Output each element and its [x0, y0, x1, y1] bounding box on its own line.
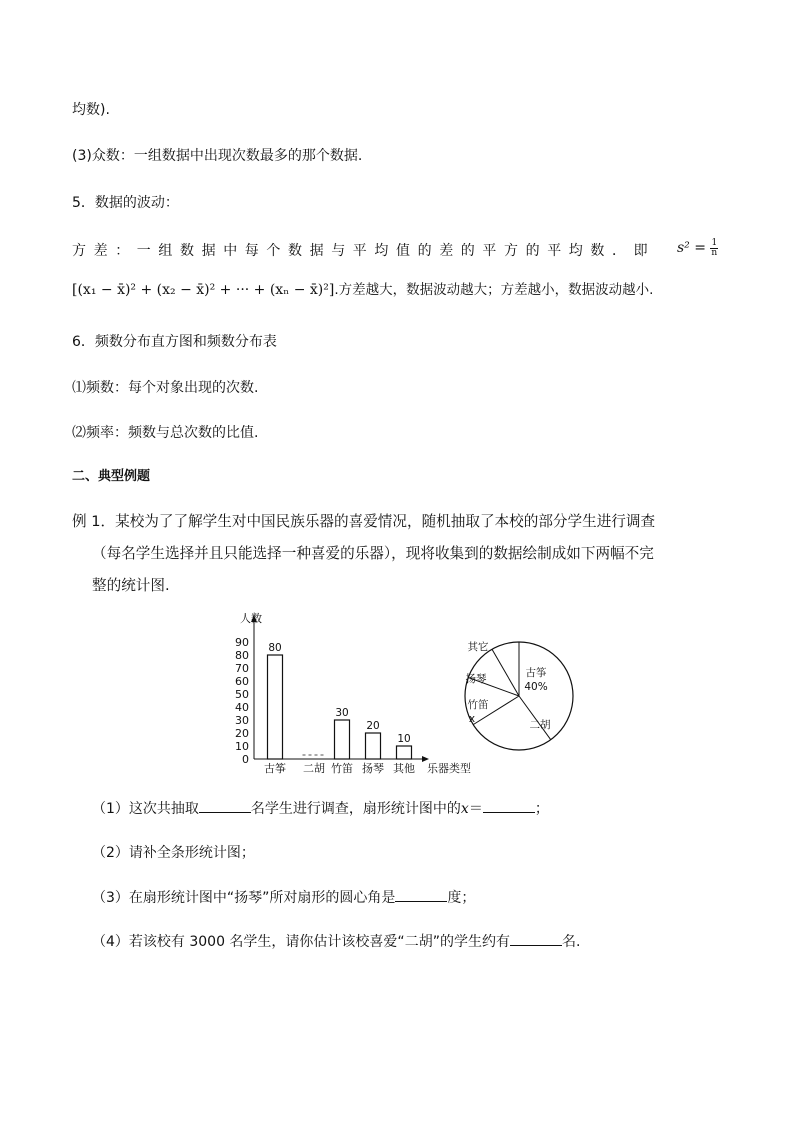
y-tick-label: 0: [242, 753, 249, 766]
x-tick-label: 古筝: [264, 762, 286, 775]
text-line-mode: (3)众数：一组数据中出现次数最多的那个数据.: [72, 148, 363, 164]
variance-definition: [72, 241, 655, 261]
q4-blank-count[interactable]: [510, 931, 562, 946]
text-frequency: ⑴频数：每个对象出现的次数.: [72, 380, 259, 396]
variance-text: 方差：一组数据中每个数据与平均值的差的平方的平均数．即: [72, 243, 656, 259]
bar-data-label: 80: [268, 642, 282, 654]
y-tick-label: 80: [235, 649, 249, 662]
q1-middle: 名学生进行调查，扇形统计图中的: [250, 801, 461, 817]
text-line-1: 均数).: [72, 102, 110, 118]
q3-prefix: （3）在扇形统计图中“扬琴”所对扇形的圆心角是: [92, 890, 396, 906]
question-3: [92, 887, 475, 908]
x-axis-label: 乐器类型: [427, 762, 471, 775]
q3-blank-angle[interactable]: [395, 887, 447, 902]
y-tick-label: 10: [235, 740, 249, 753]
q1-blank-x[interactable]: [483, 798, 535, 813]
pie-slice-value: x: [468, 713, 476, 725]
q3-suffix: 度；: [447, 890, 476, 906]
section-heading: 二、典型例题: [72, 469, 151, 484]
heading-frequency: 6．频数分布直方图和频数分布表: [72, 334, 277, 350]
pie-slice-label: 竹笛: [467, 699, 489, 711]
s-squared: s² =: [677, 240, 706, 256]
example-1-line-3: 整的统计图.: [92, 577, 170, 594]
fraction-numerator: 1: [711, 237, 718, 248]
variance-formula: [(x₁ − x̄)² + (x₂ − x̄)² + ··· + (xₙ − x̄)²]: [72, 282, 335, 298]
bar: [268, 655, 283, 759]
x-tick-label: 竹笛: [331, 762, 353, 775]
variance-remark: .方差越大，数据波动越大；方差越小，数据波动越小.: [334, 282, 654, 298]
q1-suffix: ；: [534, 801, 549, 817]
bar: [335, 720, 350, 759]
pie-slice-label: 其它: [467, 641, 489, 653]
q1-prefix: （1）这次共抽取: [92, 801, 199, 817]
y-tick-label: 90: [235, 636, 249, 649]
example-1-line-2: （每名学生选择并且只能选择一种喜爱的乐器），现将收集到的数据绘制成如下两幅不完: [92, 545, 654, 562]
example-1-line-1: 例 1．某校为了了解学生对中国民族乐器的喜爱情况，随机抽取了本校的部分学生进行调查: [72, 513, 656, 530]
bar-data-label: 10: [397, 733, 411, 745]
pie-slice-label: 二胡: [529, 719, 551, 731]
y-tick-label: 60: [235, 675, 249, 688]
y-tick-label: 30: [235, 714, 249, 727]
bar-chart: [226, 608, 478, 778]
one-over-n-fraction: [710, 239, 718, 258]
variance-formula-line: [72, 280, 653, 300]
q4-suffix: 名.: [561, 934, 581, 950]
heading-data-fluctuation: 5．数据的波动：: [72, 195, 179, 211]
x-tick-label: 其他: [393, 762, 415, 775]
text-relative-frequency: ⑵频率：频数与总次数的比值.: [72, 425, 259, 441]
q1-equals: ＝: [468, 801, 483, 817]
question-2: （2）请补全条形统计图；: [92, 845, 255, 861]
pie-slice-value: 40%: [524, 681, 548, 693]
pie-slice-label: 扬琴: [465, 673, 487, 685]
variance-symbol: [677, 238, 718, 258]
x-tick-label: 扬琴: [362, 762, 384, 775]
y-tick-label: 20: [235, 727, 249, 740]
q1-variable: x: [460, 801, 469, 817]
x-tick-label: 二胡: [303, 762, 325, 775]
q1-blank-total[interactable]: [199, 798, 251, 813]
bar-data-label: 20: [366, 720, 380, 732]
question-4: [92, 931, 580, 952]
pie-slice-label: 古筝: [525, 667, 547, 679]
pie-chart: [462, 632, 582, 752]
y-tick-label: 50: [235, 688, 249, 701]
y-tick-label: 70: [235, 662, 249, 675]
fraction-denominator: n: [711, 247, 718, 258]
bar-data-label: 30: [335, 707, 349, 719]
bar: [397, 746, 412, 759]
y-tick-label: 40: [235, 701, 249, 714]
y-axis-label: 人数: [240, 612, 262, 625]
question-1: [92, 798, 549, 819]
q4-prefix: （4）若该校有 3000 名学生，请你估计该校喜爱“二胡”的学生约有: [92, 934, 510, 950]
bar: [366, 733, 381, 759]
